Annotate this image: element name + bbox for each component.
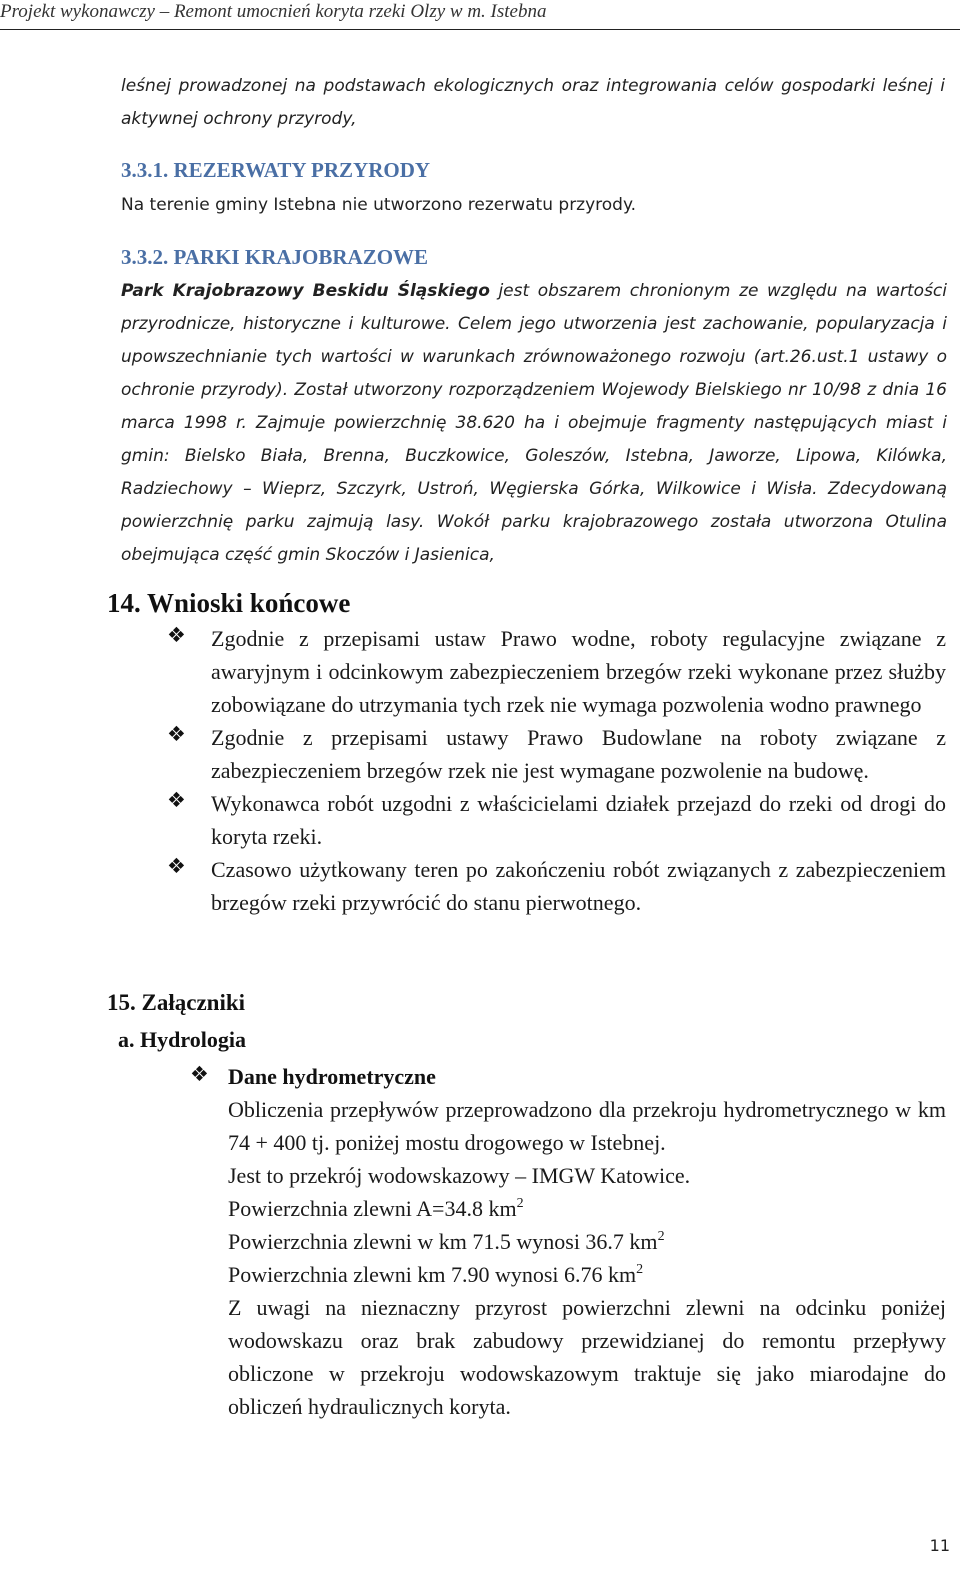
catchment-area-3	[228, 1258, 946, 1291]
final-paragraph: Z uwagi na nieznaczny przyrost powierzchni zlewni na odcinku poniżej wodowskazu oraz brak zabudowy przewidzianej do remontu przepływy obliczone w przekroju wodowskazowym traktuje się jako miarodajne do obliczeń hydraulicznych koryta.	[228, 1295, 946, 1419]
calculation-paragraph: Obliczenia przepływów przeprowadzono dla przekroju hydrometrycznego w km 74 + 400 tj. poniżej mostu drogowego w Istebnej.	[228, 1097, 946, 1155]
hydrometric-heading: Dane hydrometryczne	[228, 1064, 436, 1089]
hydrology-subheading: a. Hydrologia	[118, 1027, 246, 1052]
bullet-text: Wykonawca robót uzgodni z właścicielami działek przejazd do rzeki od drogi do koryta rzeki.	[211, 791, 946, 849]
bullet-text: Czasowo użytkowany teren po zakończeniu robót związanych z zabezpieczeniem brzegów rzeki przywrócić do stanu pierwotnego.	[211, 857, 946, 915]
section-332-paragraph	[121, 275, 947, 572]
catchment-area-2-text: Powierzchnia zlewni w km 71.5 wynosi 36.7 km	[228, 1229, 658, 1254]
bullet-text: Zgodnie z przepisami ustawy Prawo Budowlane na roboty związane z zabezpieczeniem brzegów rzek nie jest wymagane pozwolenie na budowę.	[211, 725, 946, 783]
catchment-area-1-text: Powierzchnia zlewni A=34.8 km	[228, 1196, 517, 1221]
header-text: Projekt wykonawczy – Remont umocnień koryta rzeki Olzy w m. Istebna	[0, 1, 547, 22]
section-331-text: Na terenie gminy Istebna nie utworzono rezerwatu przyrody.	[121, 195, 637, 215]
diamond-bullet-icon: ❖	[167, 788, 186, 812]
park-name: Park Krajobrazowy Beskidu Śląskiego	[121, 281, 490, 301]
diamond-bullet-icon: ❖	[190, 1062, 209, 1086]
section-332-text: jest obszarem chronionym ze względu na wartości przyrodnicze, historyczne i kulturowe. Celem jego utworzenia jest zachowanie, popularyzacja i upowszechnianie tych wartości w warunkach zrównoważonego rozwoju (art.26.ust.1 ustawy o ochronie przyrody). Został utworzony rozporządzeniem Wojewody Bielskiego nr 10/98 z dnia 16 marca 1998 r. Zajmuje powierzchnię 38.620 ha i obejmuje fragmenty następujących miast i gmin: Bielsko Biała, Brenna, Buczkowice, Goleszów, Istebna, Jaworze, Lipowa, Kilówka, Radziechowy – Wieprz, Szczyrk, Ustroń, Węgierska Górka, Wilkowice i Wisła. Zdecydowaną powierzchnię parku zajmują lasy. Wokół parku krajobrazowego została utworzona Otulina obejmująca część gmin Skoczów i Jasienica,	[121, 281, 948, 565]
intro-continuation: leśnej prowadzonej na podstawach ekologicznych oraz integrowania celów gospodarki leśnej i aktywnej ochrony przyrody,	[121, 76, 945, 129]
list-item	[167, 853, 946, 919]
superscript: 2	[636, 1262, 644, 1277]
catchment-area-2	[228, 1225, 946, 1258]
list-item	[167, 622, 946, 721]
section-14-heading: 14. Wnioski końcowe	[107, 588, 351, 618]
diamond-bullet-icon: ❖	[167, 722, 186, 746]
section-15-heading: 15. Załączniki	[107, 990, 246, 1015]
superscript: 2	[516, 1196, 524, 1211]
superscript: 2	[657, 1229, 665, 1244]
diamond-bullet-icon: ❖	[167, 854, 186, 878]
conclusions-list	[167, 622, 946, 919]
bullet-text: Zgodnie z przepisami ustaw Prawo wodne, roboty regulacyjne związane z awaryjnym i odcinkowym zabezpieczeniem brzegów rzeki wykonane przez służby zobowiązane do utrzymania tych rzek nie wymaga pozwolenia wodno prawnego	[211, 626, 946, 717]
station-line: Jest to przekrój wodowskazowy – IMGW Katowice.	[228, 1163, 691, 1188]
hydrometric-heading-row	[190, 1060, 946, 1093]
catchment-area-1	[228, 1192, 946, 1225]
hydrometric-data	[190, 1060, 946, 1423]
diamond-bullet-icon: ❖	[167, 623, 186, 647]
page-number: 11	[929, 1536, 950, 1555]
header-divider	[0, 29, 960, 30]
list-item	[167, 787, 946, 853]
list-item	[167, 721, 946, 787]
page-header	[0, 0, 960, 26]
catchment-area-3-text: Powierzchnia zlewni km 7.90 wynosi 6.76 km	[228, 1262, 637, 1287]
section-331-heading: 3.3.1. REZERWATY PRZYRODY	[121, 158, 431, 182]
section-332-heading: 3.3.2. PARKI KRAJOBRAZOWE	[121, 245, 429, 269]
